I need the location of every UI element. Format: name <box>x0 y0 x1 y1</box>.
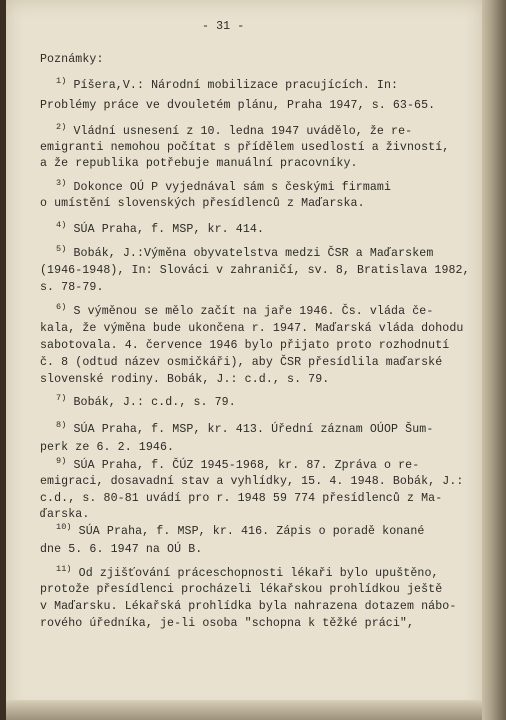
footnote-continuation-line: (1946-1948), In: Slováci v zahraničí, sv. 8, Bratislava 1982, <box>40 264 470 277</box>
footnote-continuation-line: c.d., s. 80-81 uvádí pro r. 1948 59 774 přesídlenců z Ma- <box>40 492 443 505</box>
footnote-continuation-line: slovenské rodiny. Bobák, J.: c.d., s. 79. <box>40 373 330 386</box>
footnote-number: 2) <box>56 122 67 132</box>
footnote-continuation-line: v Maďarsku. Lékařská prohlídka byla nahrazena dotazem nábo- <box>40 600 457 613</box>
footnote-text: Vládní usnesení z 10. ledna 1947 uvádělo, že re- <box>66 125 413 138</box>
footnote-first-line <box>56 222 264 238</box>
footnote-number: 4) <box>56 220 67 230</box>
footnote-first-line <box>56 246 433 262</box>
footnote-text: Bobák, J.:Výměna obyvatelstva medzi ČSR a Maďarskem <box>66 247 434 260</box>
footnote-first-line <box>56 458 419 474</box>
footnote-continuation-line: rového úředníka, je-li osoba "schopna k těžké práci", <box>40 617 415 630</box>
footnote-number: 11) <box>56 564 72 574</box>
footnote-number: 6) <box>56 302 67 312</box>
footnote-continuation-line: a že republika potřebuje manuální pracovníky. <box>40 157 358 170</box>
footnote-text: Dokonce OÚ P vyjednával sám s českými firmami <box>66 181 392 194</box>
footnote-continuation-line: č. 8 (odtud název osmičkáři), aby ČSR přesídlila maďarské <box>40 356 443 369</box>
footnote-continuation-line: o umístění slovenských přesídlenců z Maďarska. <box>40 197 365 210</box>
footnote-text: Bobák, J.: c.d., s. 79. <box>66 396 236 409</box>
footnote-continuation-line: dne 5. 6. 1947 na OÚ B. <box>40 543 203 556</box>
footnote-text: S výměnou se mělo začít na jaře 1946. Čs. vláda če- <box>66 305 434 318</box>
page-edge-right <box>482 0 506 720</box>
footnote-first-line <box>56 78 398 94</box>
footnote-continuation-line: Problémy práce ve dvouletém plánu, Praha 1947, s. 63-65. <box>40 99 436 112</box>
footnote-number: 5) <box>56 244 67 254</box>
footnote-first-line <box>56 422 433 438</box>
footnote-continuation-line: sabotovala. 4. července 1946 bylo přijato proto rozhodnutí <box>40 339 450 352</box>
footnote-continuation-line: ďarska. <box>40 508 90 521</box>
notes-heading: Poznámky: <box>40 53 104 66</box>
footnote-number: 8) <box>56 420 67 430</box>
footnote-number: 9) <box>56 456 67 466</box>
footnote-continuation-line: emigraci, dosavadní stav a vyhlídky, 15. 4. 1948. Bobák, J.: <box>40 475 464 488</box>
footnote-first-line <box>56 566 439 582</box>
footnote-number: 10) <box>56 522 72 532</box>
footnote-first-line <box>56 124 412 140</box>
footnote-text: SÚA Praha, f. ČÚZ 1945-1968, kr. 87. Zpráva o re- <box>66 459 420 472</box>
footnote-continuation-line: protože přesídlenci procházeli lékařskou prohlídkou ještě <box>40 583 443 596</box>
footnote-text: Píšera,V.: Národní mobilizace pracujících. In: <box>66 79 399 92</box>
footnote-continuation-line: perk ze 6. 2. 1946. <box>40 441 175 454</box>
footnote-first-line <box>56 180 391 196</box>
footnote-continuation-line: emigranti nemohou počítat s přídělem usedlostí a živností, <box>40 141 450 154</box>
footnote-first-line <box>56 304 433 320</box>
footnote-number: 7) <box>56 393 67 403</box>
page-number: - 31 - <box>202 20 245 33</box>
footnote-text: SÚA Praha, f. MSP, kr. 414. <box>66 223 265 236</box>
footnote-first-line <box>56 524 424 540</box>
footnote-text: SÚA Praha, f. MSP, kr. 413. Úřední záznam OÚOP Šum- <box>66 423 434 436</box>
page-edge-bottom <box>6 700 482 720</box>
footnote-continuation-line: s. 78-79. <box>40 281 104 294</box>
footnote-text: Od zjišťování práceschopnosti lékaři bylo upuštěno, <box>71 567 439 580</box>
footnote-text: SÚA Praha, f. MSP, kr. 416. Zápis o poradě konané <box>71 525 425 538</box>
footnote-number: 3) <box>56 178 67 188</box>
footnote-number: 1) <box>56 76 67 86</box>
footnote-first-line <box>56 395 236 411</box>
footnote-continuation-line: kala, že výměna bude ukončena r. 1947. Maďarská vláda dohodu <box>40 322 464 335</box>
